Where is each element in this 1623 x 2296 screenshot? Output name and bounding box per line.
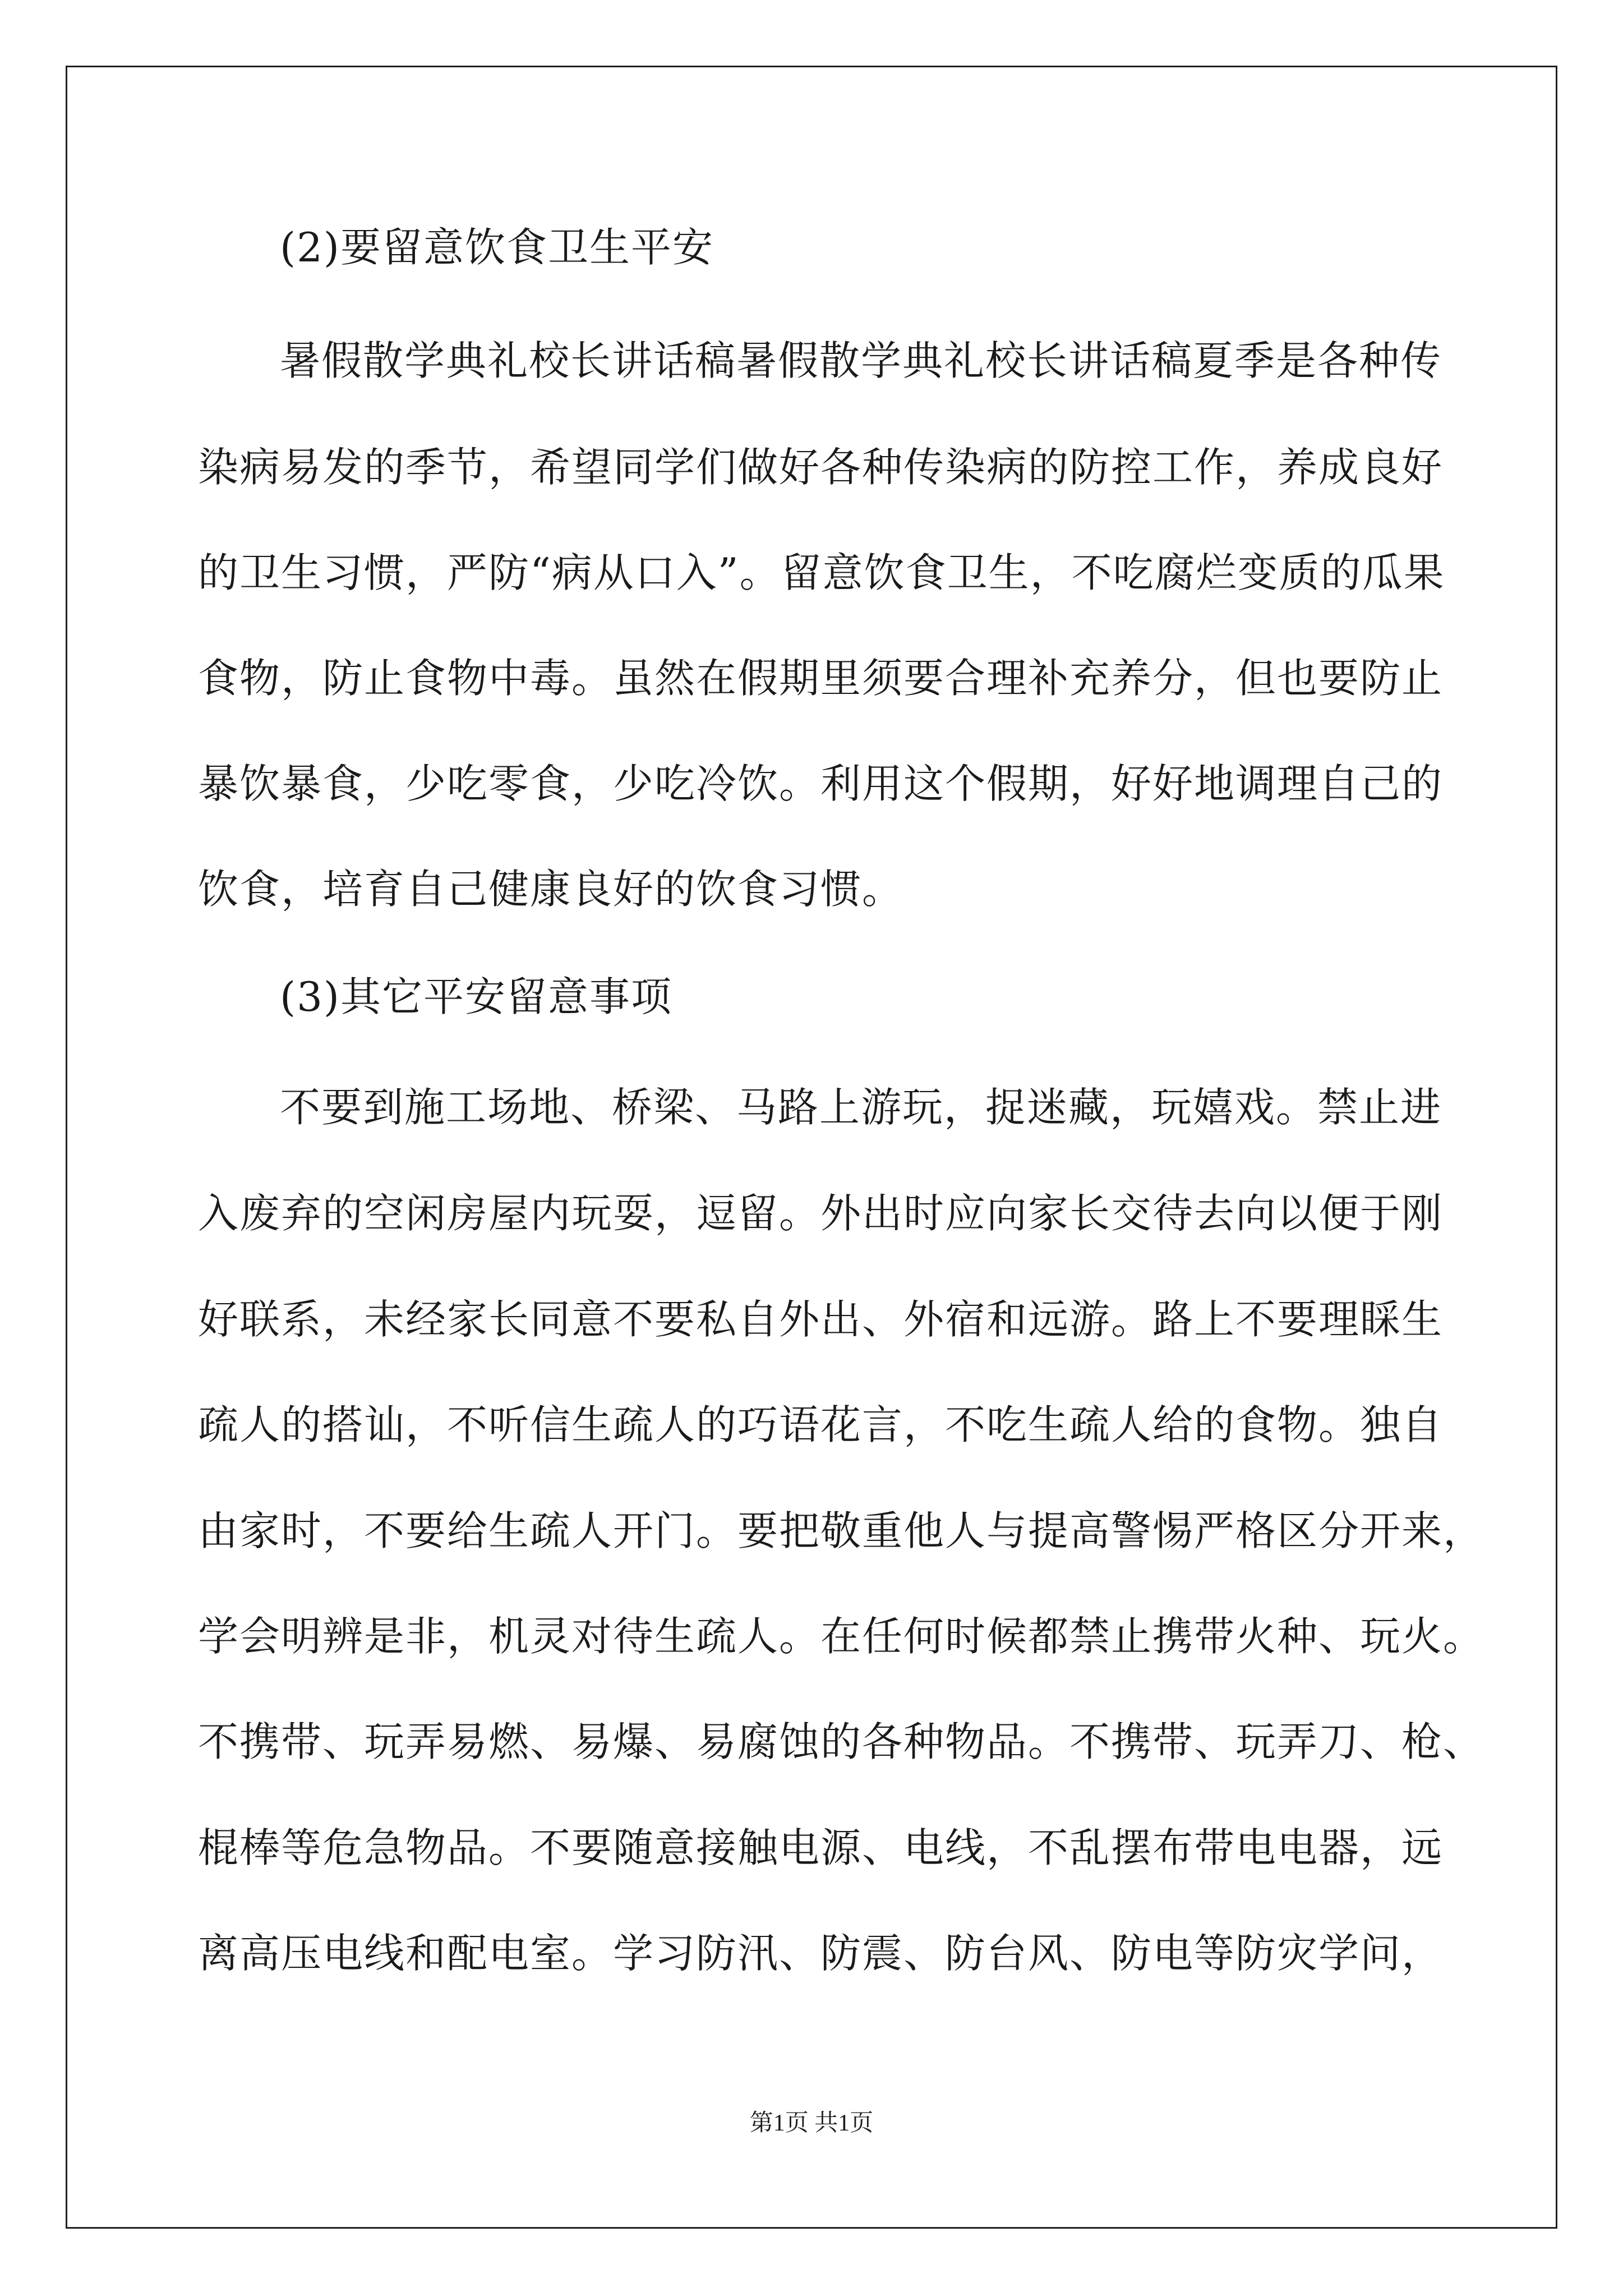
paragraph-line: 疏人的搭讪，不听信生疏人的巧语花言，不吃生疏人给的食物。独自 <box>198 1401 1444 1448</box>
page-border <box>66 66 1557 2229</box>
paragraph-line: 饮食，培育自己健康良好的饮食习惯。 <box>198 866 904 913</box>
paragraph-line: 学会明辨是非，机灵对待生疏人。在任何时候都禁止携带火种、玩火。 <box>198 1613 1485 1660</box>
paragraph-line: 离高压电线和配电室。学习防汛、防震、防台风、防电等防灾学问， <box>198 1930 1444 1977</box>
heading-other-safety: (3)其它平安留意事项 <box>280 973 672 1020</box>
paragraph-line: 不要到施工场地、桥梁、马路上游玩，捉迷藏，玩嬉戏。禁止进 <box>280 1084 1442 1131</box>
paragraph-line: 染病易发的季节，希望同学们做好各种传染病的防控工作，养成良好 <box>198 444 1444 491</box>
paragraph-line: 好联系，未经家长同意不要私自外出、外宿和远游。路上不要理睬生 <box>198 1296 1444 1343</box>
paragraph-line: 入废弃的空闲房屋内玩耍，逗留。外出时应向家长交待去向以便于刚 <box>198 1190 1444 1237</box>
paragraph-line: 暴饮暴食，少吃零食，少吃冷饮。利用这个假期，好好地调理自己的 <box>198 760 1444 807</box>
paragraph-line: 的卫生习惯，严防“病从口入”。留意饮食卫生，不吃腐烂变质的瓜果 <box>198 549 1445 596</box>
paragraph-line: 暑假散学典礼校长讲话稿暑假散学典礼校长讲话稿夏季是各种传 <box>280 337 1442 384</box>
heading-food-safety: (2)要留意饮食卫生平安 <box>280 224 714 271</box>
paragraph-line: 食物，防止食物中毒。虽然在假期里须要合理补充养分，但也要防止 <box>198 655 1444 702</box>
paragraph-line: 由家时，不要给生疏人开门。要把敬重他人与提高警惕严格区分开来， <box>198 1507 1485 1554</box>
paragraph-line: 棍棒等危急物品。不要随意接触电源、电线，不乱摆布带电电器，远 <box>198 1824 1444 1871</box>
page-number-footer: 第1页 共1页 <box>749 2110 874 2136</box>
paragraph-line: 不携带、玩弄易燃、易爆、易腐蚀的各种物品。不携带、玩弄刀、枪、 <box>198 1718 1485 1765</box>
